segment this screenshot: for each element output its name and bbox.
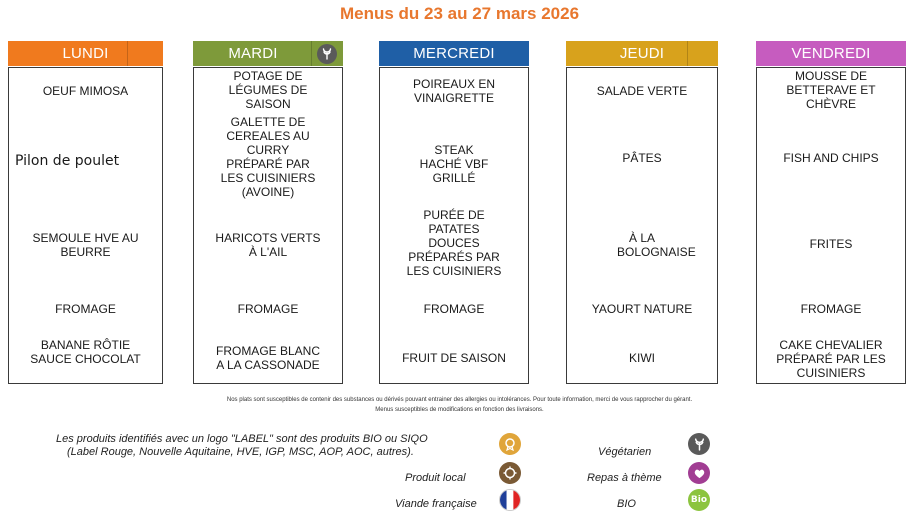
menu-item-side: PURÉE DE PATATES DOUCES PRÉPARÉS PAR LES CUISINIERS [406, 208, 502, 278]
bio-badge-icon [688, 489, 710, 511]
menu-item-cheese: FROMAGE [800, 302, 862, 316]
day-menu-vendredi [756, 67, 906, 384]
menu-item-starter: POIREAUX EN VINAIGRETTE [412, 77, 496, 105]
menu-item-side: FRITES [809, 237, 853, 251]
menu-item-cheese: FROMAGE [237, 302, 299, 316]
legend-vegetarian: Végétarien [598, 446, 652, 458]
menu-item-starter: POTAGE DE LÉGUMES DE SAISON [228, 69, 308, 111]
day-column-mardi [193, 41, 343, 384]
day-header-vendredi [756, 41, 906, 66]
theme-meal-icon [688, 462, 710, 484]
day-header-mardi [193, 41, 343, 66]
menu-item-main: FISH AND CHIPS [783, 151, 879, 165]
menu-item-side: À LA BOLOGNAISE [617, 231, 696, 259]
menu-item-starter: SALADE VERTE [596, 84, 688, 98]
menu-item-main: PÂTES [622, 151, 662, 165]
header-divider [127, 41, 128, 66]
day-header-mercredi [379, 41, 529, 66]
day-column-vendredi [756, 41, 906, 384]
menu-item-side: SEMOULE HVE AU BEURRE [32, 231, 139, 259]
menu-item-starter: MOUSSE DE BETTERAVE ET CHÈVRE [786, 69, 876, 111]
menu-item-main: Pilon de poulet [15, 153, 120, 169]
french-flag-icon [499, 489, 521, 511]
label-badge-icon [499, 433, 521, 455]
legend-label-text: Les produits identifiés avec un logo "LABEL" sont des produits BIO ou SIQO [56, 433, 428, 445]
bio-badge-text: Bio [690, 495, 708, 505]
menu-item-side: HARICOTS VERTS À L'AIL [215, 231, 321, 259]
legend-bio: BIO [617, 498, 636, 510]
legend-local: Produit local [405, 472, 466, 484]
day-header-jeudi [566, 41, 718, 66]
menu-item-dessert: FROMAGE BLANC A LA CASSONADE [215, 344, 320, 372]
menu-item-main: GALETTE DE CEREALES AU CURRY PRÉPARÉ PAR LES CUISINIERS (AVOINE) [220, 115, 316, 199]
menu-item-main: STEAK HACHÉ VBF GRILLÉ [419, 143, 489, 185]
day-column-mercredi [379, 41, 529, 384]
day-name: VENDREDI [791, 45, 871, 62]
day-name: JEUDI [619, 45, 665, 62]
header-divider [311, 41, 312, 66]
menu-item-cheese: FROMAGE [55, 302, 116, 316]
day-header-lundi [8, 41, 163, 66]
legend-french-meat: Viande française [395, 498, 477, 510]
menu-item-dessert: FRUIT DE SAISON [402, 351, 506, 365]
day-name: LUNDI [62, 45, 109, 62]
local-product-icon [499, 462, 521, 484]
vegetarian-icon [317, 44, 337, 64]
day-column-lundi [8, 41, 163, 384]
day-menu-mardi [193, 67, 343, 384]
day-menu-jeudi [566, 67, 718, 384]
menu-item-starter: OEUF MIMOSA [42, 84, 129, 98]
allergen-disclaimer: Nos plats sont susceptibles de contenir des substances ou dérivés pouvant entrainer des allergies ou intolérances. Pour toute information, merci de vous rapprocher du gérant. [226, 397, 693, 403]
header-divider [687, 41, 688, 66]
menu-item-cheese: FROMAGE [423, 302, 485, 316]
vegetarian-icon [688, 433, 710, 455]
modification-disclaimer: Menus susceptibles de modifications en fonction des livraisons. [375, 407, 544, 413]
menu-item-dessert: CAKE CHEVALIER PRÉPARÉ PAR LES CUISINIERS [776, 338, 886, 380]
day-name: MERCREDI [413, 45, 495, 62]
day-menu-lundi [8, 67, 163, 384]
legend-theme-meal: Repas à thème [587, 472, 662, 484]
menu-item-dairy: YAOURT NATURE [591, 302, 693, 316]
day-name: MARDI [228, 45, 278, 62]
day-menu-mercredi [379, 67, 529, 384]
legend-label-list: (Label Rouge, Nouvelle Aquitaine, HVE, IGP, MSC, AOP, AOC, autres). [67, 446, 414, 458]
menu-item-dessert: BANANE RÔTIE SAUCE CHOCOLAT [30, 338, 141, 366]
page-title: Menus du 23 au 27 mars 2026 [339, 4, 580, 23]
day-column-jeudi [566, 41, 718, 384]
menu-item-dessert: KIWI [629, 351, 655, 365]
